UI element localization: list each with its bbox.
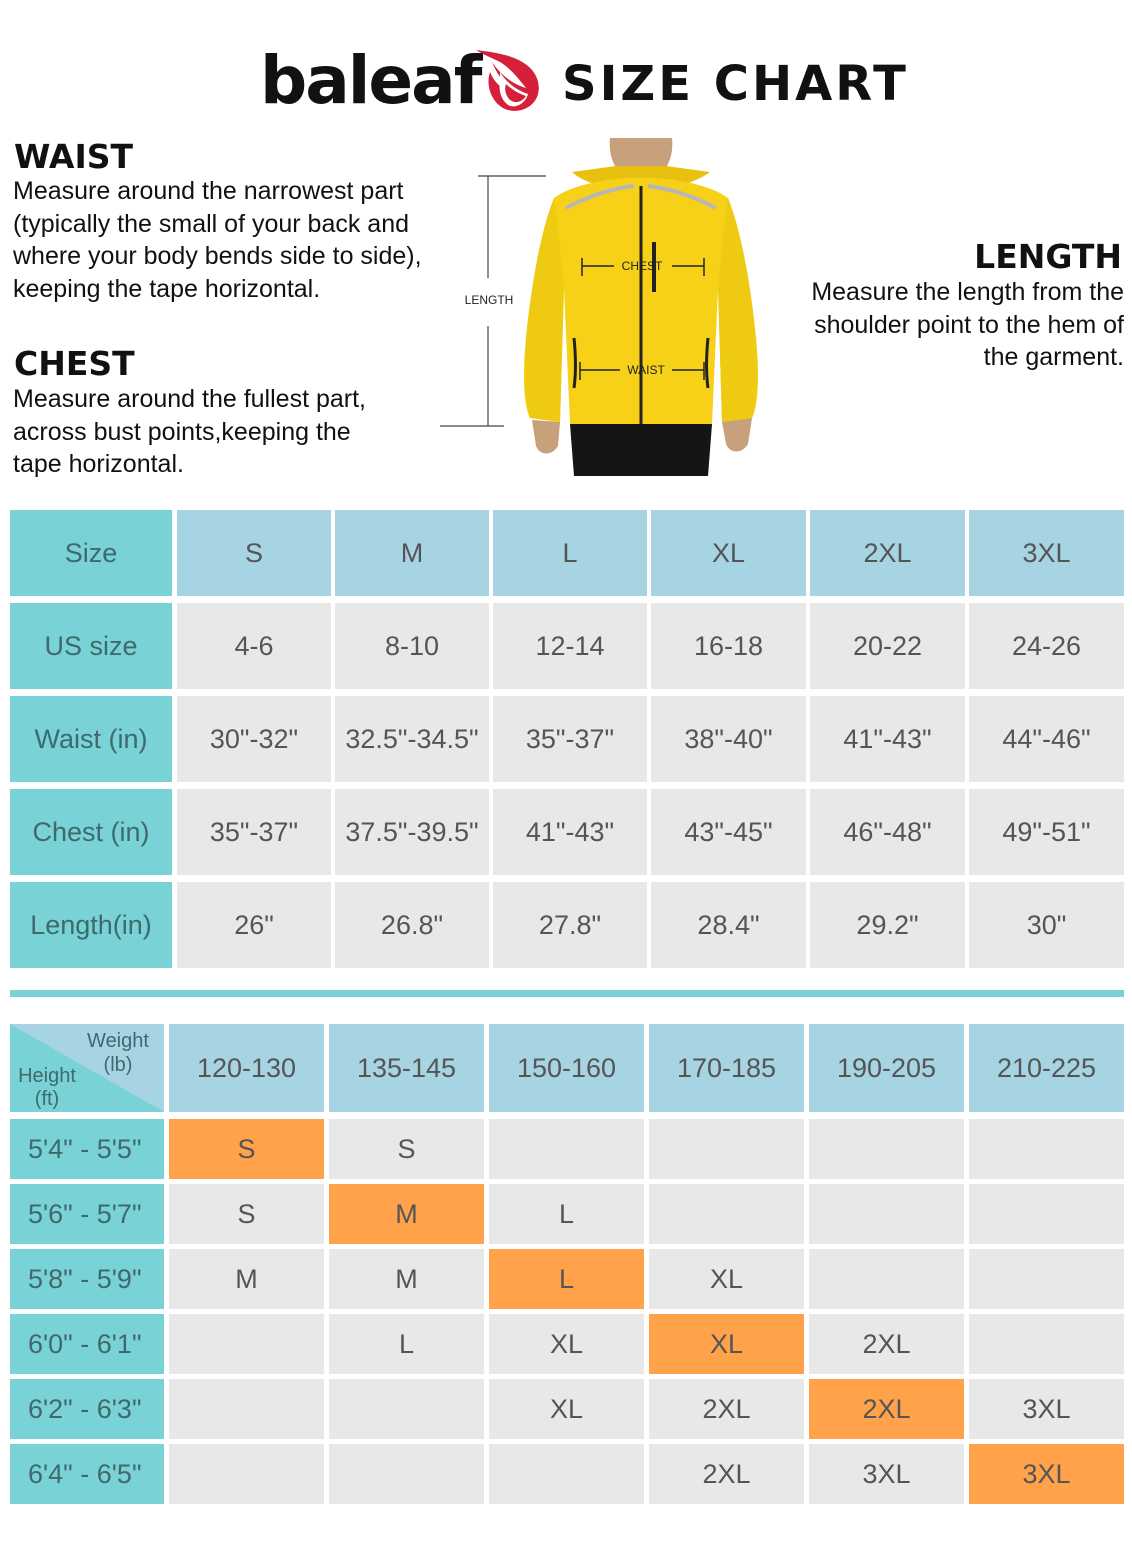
chest-line: Measure around the fullest part, — [13, 385, 366, 413]
row-label: US size — [10, 603, 172, 689]
size-cell: S — [329, 1119, 484, 1179]
table-cell: 46"-48" — [810, 789, 965, 875]
size-cell: 2XL — [649, 1379, 804, 1439]
height-row — [10, 1379, 1124, 1439]
waist-label: WAIST — [627, 363, 665, 377]
size-cell: 2XL — [809, 1314, 964, 1374]
recommended-size-cell: 2XL — [809, 1379, 964, 1439]
size-cell — [649, 1184, 804, 1244]
chest-line: tape horizontal. — [13, 450, 184, 478]
height-row — [10, 1314, 1124, 1374]
chest-description — [13, 383, 366, 481]
corner-weight-unit: (lb) — [103, 1054, 133, 1076]
size-cell — [169, 1379, 324, 1439]
jacket-measurement-figure — [440, 138, 770, 476]
length-description — [811, 276, 1124, 374]
length-label: LENGTH — [464, 293, 514, 307]
height-row — [10, 1249, 1124, 1309]
size-cell: M — [329, 1249, 484, 1309]
waist-line: where your body bends side to side), — [13, 242, 422, 270]
height-label: 5'6" - 5'7" — [10, 1184, 164, 1244]
size-cell — [329, 1379, 484, 1439]
size-cell — [969, 1119, 1124, 1179]
row-label: Chest (in) — [10, 789, 172, 875]
table-cell: 26" — [177, 882, 331, 968]
brand-name: baleaf — [260, 42, 481, 119]
row-label: Waist (in) — [10, 696, 172, 782]
table-cell: 38"-40" — [651, 696, 806, 782]
table-cell: 12-14 — [493, 603, 647, 689]
size-cell: XL — [489, 1314, 644, 1374]
waist-line: keeping the tape horizontal. — [13, 274, 321, 303]
header-cell: XL — [651, 510, 806, 596]
length-title: LENGTH — [974, 237, 1122, 276]
header-cell: 3XL — [969, 510, 1124, 596]
table-cell: 35"-37" — [177, 789, 331, 875]
size-cell — [329, 1444, 484, 1504]
height-label: 5'8" - 5'9" — [10, 1249, 164, 1309]
height-label: 6'4" - 6'5" — [10, 1444, 164, 1504]
table-cell: 35"-37" — [493, 696, 647, 782]
recommended-size-cell: L — [489, 1249, 644, 1309]
header-cell: S — [177, 510, 331, 596]
height-label: 6'0" - 6'1" — [10, 1314, 164, 1374]
size-cell: M — [169, 1249, 324, 1309]
weight-header-row — [10, 1024, 1124, 1112]
size-cell: S — [169, 1184, 324, 1244]
length-line: Measure the length from the — [811, 278, 1124, 306]
height-label: 5'4" - 5'5" — [10, 1119, 164, 1179]
recommended-size-cell: XL — [649, 1314, 804, 1374]
height-row — [10, 1444, 1124, 1504]
table-cell: 27.8" — [493, 882, 647, 968]
table-cell: 4-6 — [177, 603, 331, 689]
size-cell: L — [489, 1184, 644, 1244]
table-header-row — [10, 510, 1124, 596]
black-pants — [570, 424, 712, 476]
table-cell: 20-22 — [810, 603, 965, 689]
corner-header-cell — [10, 1024, 164, 1112]
chest-label: CHEST — [621, 259, 663, 273]
recommended-size-cell: 3XL — [969, 1444, 1124, 1504]
waist-title: WAIST — [14, 137, 134, 176]
size-cell — [809, 1184, 964, 1244]
waist-line: Measure around the narrowest part — [13, 177, 404, 205]
weight-header-cell: 150-160 — [489, 1024, 644, 1112]
size-cell — [969, 1184, 1124, 1244]
waist-line: (typically the small of your back and — [13, 209, 410, 238]
table-cell: 24-26 — [969, 603, 1124, 689]
chest-line: across bust points,keeping the — [13, 417, 351, 446]
height-row — [10, 1119, 1124, 1179]
weight-header-cell: 120-130 — [169, 1024, 324, 1112]
size-cell: 3XL — [809, 1444, 964, 1504]
header-cell: Size — [10, 510, 172, 596]
table-cell: 49"-51" — [969, 789, 1124, 875]
table-row — [10, 789, 1124, 875]
table-cell: 8-10 — [335, 603, 489, 689]
size-cell — [969, 1249, 1124, 1309]
table-row — [10, 882, 1124, 968]
size-cell: 3XL — [969, 1379, 1124, 1439]
table-cell: 29.2" — [810, 882, 965, 968]
size-cell: XL — [649, 1249, 804, 1309]
header-cell: M — [335, 510, 489, 596]
height-label: 6'2" - 6'3" — [10, 1379, 164, 1439]
table-cell: 30"-32" — [177, 696, 331, 782]
recommended-size-cell: S — [169, 1119, 324, 1179]
weight-header-cell: 210-225 — [969, 1024, 1124, 1112]
size-cell — [809, 1249, 964, 1309]
table-cell: 41"-43" — [493, 789, 647, 875]
table-cell: 30" — [969, 882, 1124, 968]
length-line: shoulder point to the hem of — [814, 310, 1124, 339]
size-cell: XL — [489, 1379, 644, 1439]
size-cell — [489, 1119, 644, 1179]
size-cell: L — [329, 1314, 484, 1374]
size-cell — [489, 1444, 644, 1504]
baleaf-leaf-logo-icon — [470, 44, 544, 118]
weight-header-cell: 190-205 — [809, 1024, 964, 1112]
table-cell: 32.5"-34.5" — [335, 696, 489, 782]
table-cell: 26.8" — [335, 882, 489, 968]
yellow-jacket — [524, 166, 758, 424]
chart-title: SIZE CHART — [562, 56, 909, 112]
table-row — [10, 603, 1124, 689]
weight-header-cell: 170-185 — [649, 1024, 804, 1112]
page-header — [0, 40, 1132, 130]
length-line: the garment. — [983, 343, 1124, 371]
table-cell: 37.5"-39.5" — [335, 789, 489, 875]
table-cell: 44"-46" — [969, 696, 1124, 782]
table-cell: 41"-43" — [810, 696, 965, 782]
table-row — [10, 696, 1124, 782]
size-cell: 2XL — [649, 1444, 804, 1504]
header-cell: L — [493, 510, 647, 596]
table-cell: 16-18 — [651, 603, 806, 689]
chest-title: CHEST — [14, 344, 135, 383]
corner-weight-label: Weight — [87, 1030, 149, 1052]
size-cell — [169, 1444, 324, 1504]
corner-height-label: Height — [18, 1065, 76, 1087]
weight-header-cell: 135-145 — [329, 1024, 484, 1112]
section-divider — [10, 990, 1124, 997]
size-cell — [169, 1314, 324, 1374]
header-cell: 2XL — [810, 510, 965, 596]
height-row — [10, 1184, 1124, 1244]
table-cell: 43"-45" — [651, 789, 806, 875]
size-cell — [809, 1119, 964, 1179]
row-label: Length(in) — [10, 882, 172, 968]
corner-height-unit: (ft) — [34, 1088, 60, 1110]
recommended-size-cell: M — [329, 1184, 484, 1244]
waist-description — [13, 175, 422, 305]
size-cell — [969, 1314, 1124, 1374]
size-cell — [649, 1119, 804, 1179]
table-cell: 28.4" — [651, 882, 806, 968]
